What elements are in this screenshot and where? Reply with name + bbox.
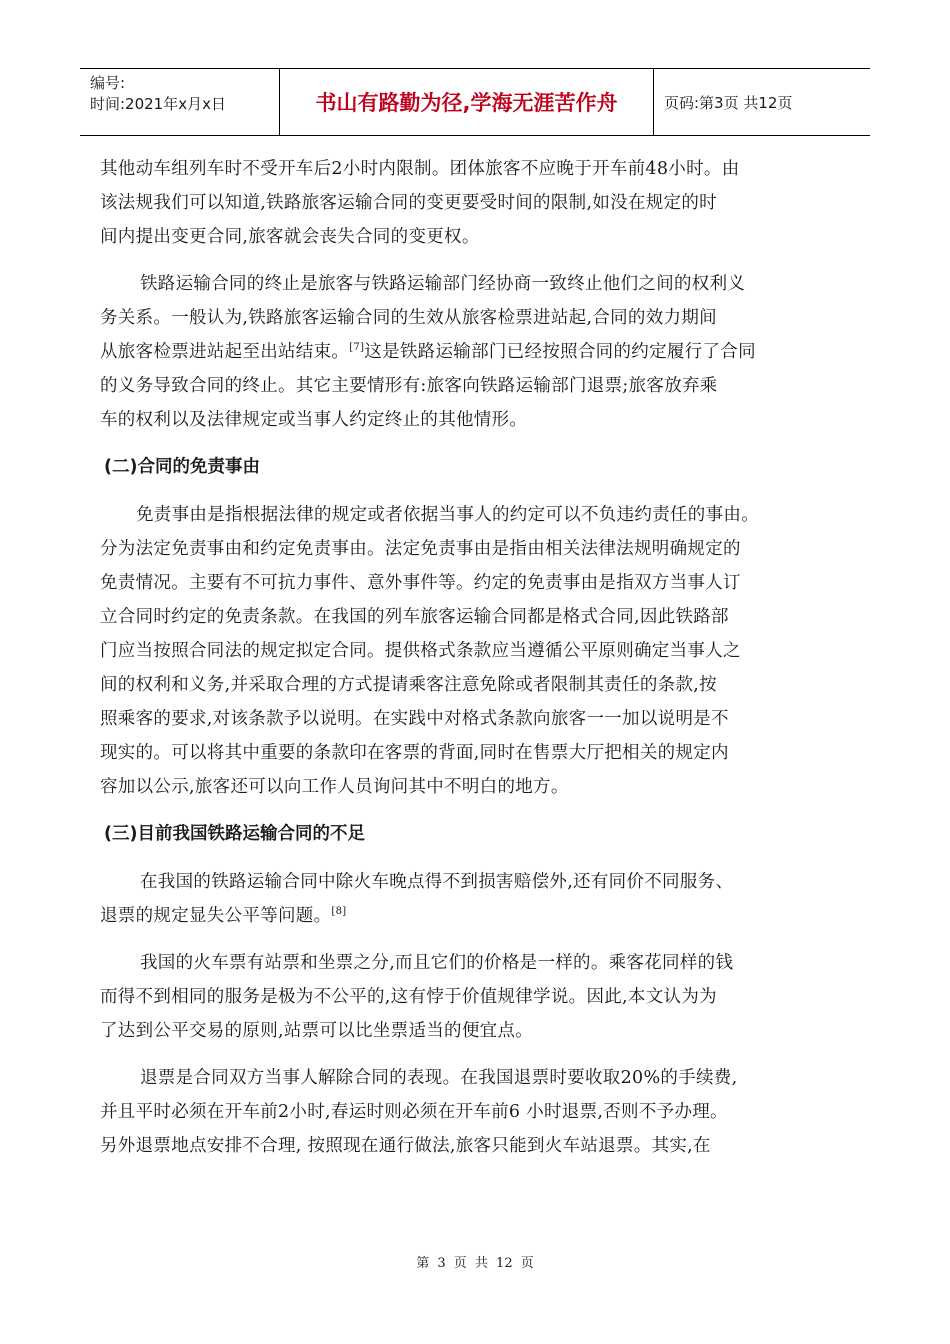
document-number-label: 编号: <box>90 74 126 92</box>
text-line: 车的权利以及法律规定或当事人约定终止的其他情形。 <box>100 410 528 430</box>
section-heading: (三)目前我国铁路运输合同的不足 <box>104 824 365 844</box>
text-fragment: 这是铁路运输部门已经按照合同的约定履行了合同 <box>364 342 756 362</box>
paragraph <box>100 152 830 254</box>
citation-ref: [7] <box>349 342 365 354</box>
text-line: 退票是合同双方当事人解除合同的表现。在我国退票时要收取20%的手续费, <box>140 1068 738 1088</box>
text-fragment: 退票的规定显失公平等问题。 <box>100 906 332 926</box>
text-line <box>100 335 830 369</box>
text-line: 的义务导致合同的终止。其它主要情形有:旅客向铁路运输部门退票;旅客放弃乘 <box>100 376 718 396</box>
header-meta <box>80 69 280 135</box>
text-line: 务关系。一般认为,铁路旅客运输合同的生效从旅客检票进站起,合同的效力期间 <box>100 308 717 328</box>
text-line: 其他动车组列车时不受开车后2小时内限制。团体旅客不应晚于开车前48小时。由 <box>100 159 740 179</box>
header-motto: 书山有路勤为径,学海无涯苦作舟 <box>280 69 654 135</box>
text-line: 现实的。可以将其中重要的条款印在客票的背面,同时在售票大厅把相关的规定内 <box>100 743 729 763</box>
header-page-label: 页码:第3页 共12页 <box>664 93 793 112</box>
text-line: 间的权利和义务,并采取合理的方式提请乘客注意免除或者限制其责任的条款,按 <box>100 675 717 695</box>
text-line: 在我国的铁路运输合同中除火车晚点得不到损害赔偿外,还有同价不同服务、 <box>140 872 734 892</box>
text-fragment: 从旅客检票进站起至出站结束。 <box>100 342 350 362</box>
text-line: 铁路运输合同的终止是旅客与铁路运输部门经协商一致终止他们之间的权利义 <box>140 274 746 294</box>
text-line: 而得不到相同的服务是极为不公平的,这有悖于价值规律学说。因此,本文认为为 <box>100 987 717 1007</box>
text-line: 分为法定免责事由和约定免责事由。法定免责事由是指由相关法律法规明确规定的 <box>100 539 741 559</box>
text-line: 间内提出变更合同,旅客就会丧失合同的变更权。 <box>100 227 480 247</box>
page-header <box>80 68 870 136</box>
document-body <box>100 152 830 1176</box>
paragraph <box>100 1061 830 1163</box>
paragraph <box>100 946 830 1048</box>
paragraph <box>100 865 830 933</box>
document-date-label: 时间:2021年x月x日 <box>90 95 226 113</box>
citation-ref: [8] <box>331 906 347 918</box>
text-line: 容加以公示,旅客还可以向工作人员询问其中不明白的地方。 <box>100 777 569 797</box>
text-line: 免责情况。主要有不可抗力事件、意外事件等。约定的免责事由是指双方当事人订 <box>100 573 741 593</box>
text-line: 我国的火车票有站票和坐票之分,而且它们的价格是一样的。乘客花同样的钱 <box>140 953 734 973</box>
section-heading: (二)合同的免责事由 <box>104 457 260 477</box>
paragraph <box>100 267 830 437</box>
text-line: 门应当按照合同法的规定拟定合同。提供格式条款应当遵循公平原则确定当事人之 <box>100 641 741 661</box>
text-line: 了达到公平交易的原则,站票可以比坐票适当的便宜点。 <box>100 1021 534 1041</box>
paragraph <box>100 498 830 804</box>
text-line: 免责事由是指根据法律的规定或者依据当事人的约定可以不负违约责任的事由。 <box>136 505 759 525</box>
text-line: 立合同时约定的免责条款。在我国的列车旅客运输合同都是格式合同,因此铁路部 <box>100 607 729 627</box>
text-line: 另外退票地点安排不合理, 按照现在通行做法,旅客只能到火车站退票。其实,在 <box>100 1136 711 1156</box>
text-line: 并且平时必须在开车前2小时,春运时则必须在开车前6 小时退票,否则不予办理。 <box>100 1102 728 1122</box>
text-line: 该法规我们可以知道,铁路旅客运输合同的变更要受时间的限制,如没在规定的时 <box>100 193 717 213</box>
text-line: 照乘客的要求,对该条款予以说明。在实践中对格式条款向旅客一一加以说明是不 <box>100 709 729 729</box>
text-line <box>100 899 830 933</box>
page-footer: 第 3 页 共 12 页 <box>416 1256 534 1271</box>
